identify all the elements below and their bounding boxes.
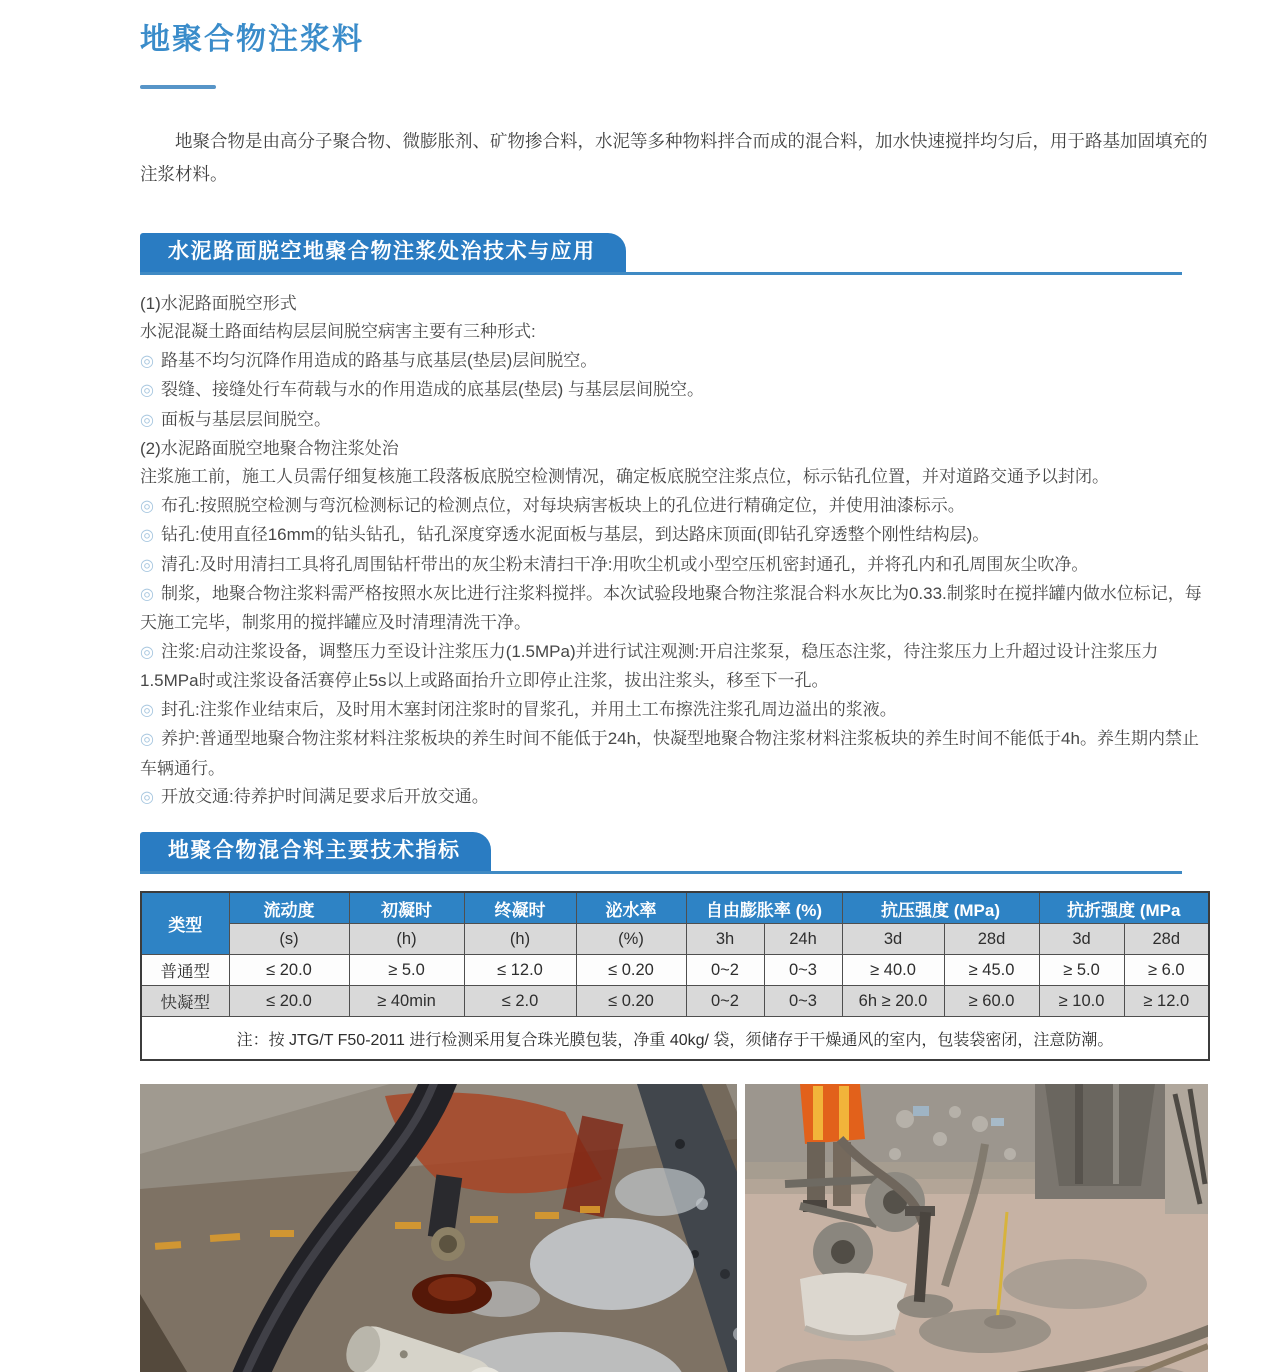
body-line: ◎ 封孔:注浆作业结束后，及时用木塞封闭注浆时的冒浆孔，并用土工布擦洗注浆孔周边溢出的浆液。 (140, 699, 897, 719)
table-cell: ≤ 20.0 (229, 955, 349, 986)
bullet-icon: ◎ (140, 382, 154, 400)
table-subheader-cell: 24h (764, 924, 842, 955)
bullet-icon: ◎ (140, 731, 154, 749)
table-cell: ≥ 5.0 (1039, 955, 1124, 986)
table-header-cell: 抗折强度 (MPa (1039, 892, 1209, 924)
bullet-icon: ◎ (140, 411, 154, 429)
table-header-cell: 流动度 (229, 892, 349, 924)
bullet-icon: ◎ (140, 497, 154, 515)
table-cell: ≤ 12.0 (464, 955, 576, 986)
photo-grouting-hole (140, 1084, 737, 1372)
bullet-icon: ◎ (140, 556, 154, 574)
table-subheader-cell: 28d (944, 924, 1039, 955)
table-cell: ≥ 40min (349, 986, 464, 1017)
body-line: ◎ 布孔:按照脱空检测与弯沉检测标记的检测点位，对每块病害板块上的孔位进行精确定位，并使用油漆标示。 (140, 495, 965, 515)
photo-gallery (140, 1084, 1208, 1372)
body-line: 水泥混凝土路面结构层层间脱空病害主要有三种形式: (140, 322, 536, 342)
table-cell: 0~2 (686, 955, 764, 986)
table-header-cell: 类型 (141, 892, 229, 955)
body-line: ◎ 养护:普通型地聚合物注浆材料注浆板块的养生时间不能低于24h，快凝型地聚合物注浆材料注浆板块的养生时间不能低于4h。养生期内禁止车辆通行。 (140, 729, 1199, 778)
table-cell: 快凝型 (141, 986, 229, 1017)
body-line: ◎ 面板与基层层间脱空。 (140, 409, 331, 429)
body-line: (2)水泥路面脱空地聚合物注浆处治 (140, 439, 399, 459)
bullet-icon: ◎ (140, 701, 154, 719)
table-cell: ≤ 0.20 (576, 955, 686, 986)
title-underline (140, 85, 216, 89)
table-cell: ≤ 0.20 (576, 986, 686, 1017)
table-subheader-cell: 3d (1039, 924, 1124, 955)
section1-heading-underline (140, 233, 1182, 275)
section1-heading-banner: 水泥路面脱空地聚合物注浆处治技术与应用 (140, 233, 626, 272)
section2-heading-banner: 地聚合物混合料主要技术指标 (140, 832, 491, 871)
body-line: ◎ 清孔:及时用清扫工具将孔周围钻杆带出的灰尘粉末清扫干净:用吹尘机或小型空压机密封通孔，并将孔内和孔周围灰尘吹净。 (140, 554, 1089, 574)
photo-grouting-hole-image (140, 1084, 737, 1372)
page-title: 地聚合物注浆料 (140, 23, 364, 56)
body-line: ◎ 裂缝、接缝处行车荷载与水的作用造成的底基层(垫层) 与基层层间脱空。 (140, 380, 705, 400)
table-cell: ≥ 10.0 (1039, 986, 1124, 1017)
table-header-cell: 初凝时 (349, 892, 464, 924)
photo-grouting-worksite-image (745, 1084, 1208, 1372)
body-line: ◎ 路基不均匀沉降作用造成的路基与底基层(垫层)层间脱空。 (140, 350, 598, 370)
table-cell: ≤ 20.0 (229, 986, 349, 1017)
table-subheader-cell: (h) (349, 924, 464, 955)
bullet-icon: ◎ (140, 643, 154, 661)
body-line: ◎ 注浆:启动注浆设备，调整压力至设计注浆压力(1.5MPa)并进行试注观测:开启注浆泵，稳压态注浆，待注浆压力上升超过设计注浆压力1.5MPa时或注浆设备活赛停止5s以上或路面抬升立即停止注浆，拔出注浆头，移至下一孔。 (140, 641, 1159, 691)
body-line: ◎ 钻孔:使用直径16mm的钻头钻孔，钻孔深度穿透水泥面板与基层，到达路床顶面(即钻孔穿透整个刚性结构层)。 (140, 525, 990, 545)
table-cell: 6h ≥ 20.0 (842, 986, 944, 1017)
body-line: ◎ 制浆，地聚合物注浆料需严格按照水灰比进行注浆料搅拌。本次试验段地聚合物注浆混合料水灰比为0.33.制浆时在搅拌罐内做水位标记，每天施工完毕，制浆用的搅拌罐应及时清理清洗干净。 (140, 584, 1202, 633)
table-cell: 0~2 (686, 986, 764, 1017)
section1-body (140, 290, 1208, 812)
spec-table (140, 891, 1210, 1061)
body-line: 注浆施工前，施工人员需仔细复核施工段落板底脱空检测情况，确定板底脱空注浆点位，标示钻孔位置，并对道路交通予以封闭。 (140, 467, 1109, 487)
table-subheader-cell: 3d (842, 924, 944, 955)
table-header-cell: 泌水率 (576, 892, 686, 924)
section2-heading-underline (140, 832, 1182, 874)
table-header-cell: 自由膨胀率 (%) (686, 892, 842, 924)
table-cell: 普通型 (141, 955, 229, 986)
table-subheader-cell: (h) (464, 924, 576, 955)
table-row (141, 986, 1209, 1017)
photo-grouting-worksite (745, 1084, 1208, 1372)
bullet-icon: ◎ (140, 352, 154, 370)
table-note-row (141, 1017, 1209, 1061)
table-cell: ≥ 5.0 (349, 955, 464, 986)
table-subheader-cell: 3h (686, 924, 764, 955)
table-cell: 0~3 (764, 955, 842, 986)
table-row (141, 955, 1209, 986)
table-subheader-cell: 28d (1124, 924, 1209, 955)
table-subheader-row (141, 924, 1209, 955)
bullet-icon: ◎ (140, 788, 154, 806)
table-cell: ≥ 45.0 (944, 955, 1039, 986)
body-line: (1)水泥路面脱空形式 (140, 294, 297, 313)
bullet-icon: ◎ (140, 527, 154, 545)
bullet-icon: ◎ (140, 586, 154, 604)
table-note: 注：按 JTG/T F50-2011 进行检测采用复合珠光膜包装，净重 40kg/ 袋，须储存于干燥通风的室内，包装袋密闭，注意防潮。 (141, 1017, 1209, 1061)
table-subheader-cell: (%) (576, 924, 686, 955)
table-cell: ≥ 6.0 (1124, 955, 1209, 986)
table-cell: ≥ 60.0 (944, 986, 1039, 1017)
table-cell: ≤ 2.0 (464, 986, 576, 1017)
body-line: ◎ 开放交通:待养护时间满足要求后开放交通。 (140, 786, 489, 806)
table-header-cell: 终凝时 (464, 892, 576, 924)
table-subheader-cell: (s) (229, 924, 349, 955)
table-cell: ≥ 12.0 (1124, 986, 1209, 1017)
table-cell: ≥ 40.0 (842, 955, 944, 986)
table-cell: 0~3 (764, 986, 842, 1017)
table-header-cell: 抗压强度 (MPa) (842, 892, 1039, 924)
intro-paragraph: 地聚合物是由高分子聚合物、微膨胀剂、矿物掺合料，水泥等多种物料拌合而成的混合料，加水快速搅拌均匀后，用于路基加固填充的注浆材料。 (140, 131, 1208, 184)
table-header-row (141, 892, 1209, 924)
